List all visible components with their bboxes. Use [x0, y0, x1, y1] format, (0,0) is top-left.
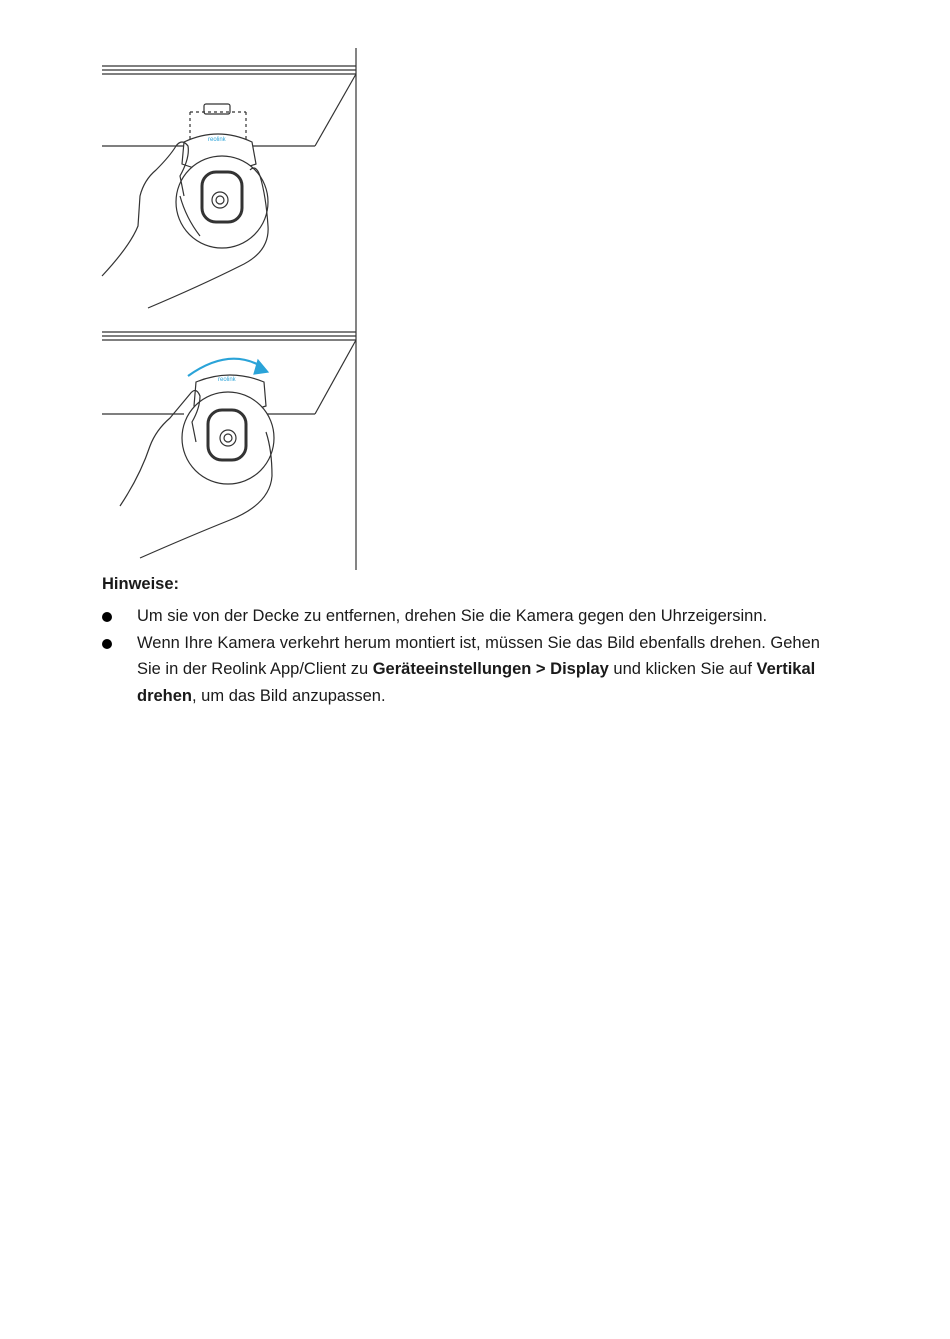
bullet-icon [102, 639, 112, 649]
note-item-1-text: Um sie von der Decke zu entfernen, drehen Sie die Kamera gegen den Uhrzeigersinn. [137, 607, 768, 625]
notes-section [102, 571, 822, 709]
ceiling-mount-step-top [102, 66, 356, 308]
camera-mounting-illustration [100, 46, 362, 572]
note-item-2-text: Wenn Ihre Kamera verkehrt herum montiert ist, müssen Sie das Bild ebenfalls drehen. Gehen Sie in der Reolink App/Client zu [137, 633, 820, 678]
bullet-icon [102, 612, 112, 622]
note-item-1 [102, 603, 822, 630]
settings-path: Geräteeinstellungen > Display [372, 660, 609, 678]
notes-title: Hinweise: [102, 575, 180, 593]
ceiling-mount-step-bottom [102, 332, 356, 558]
brand-logo-bottom: reolink [218, 377, 236, 383]
note-item-2-text-end: , um das Bild anzupassen. [192, 686, 386, 705]
brand-logo-top: reolink [208, 137, 226, 143]
flip-vertical-option: Vertikal drehen [137, 660, 816, 705]
note-item-2 [102, 630, 822, 710]
note-item-2-text-cont: und klicken Sie auf [608, 660, 757, 678]
